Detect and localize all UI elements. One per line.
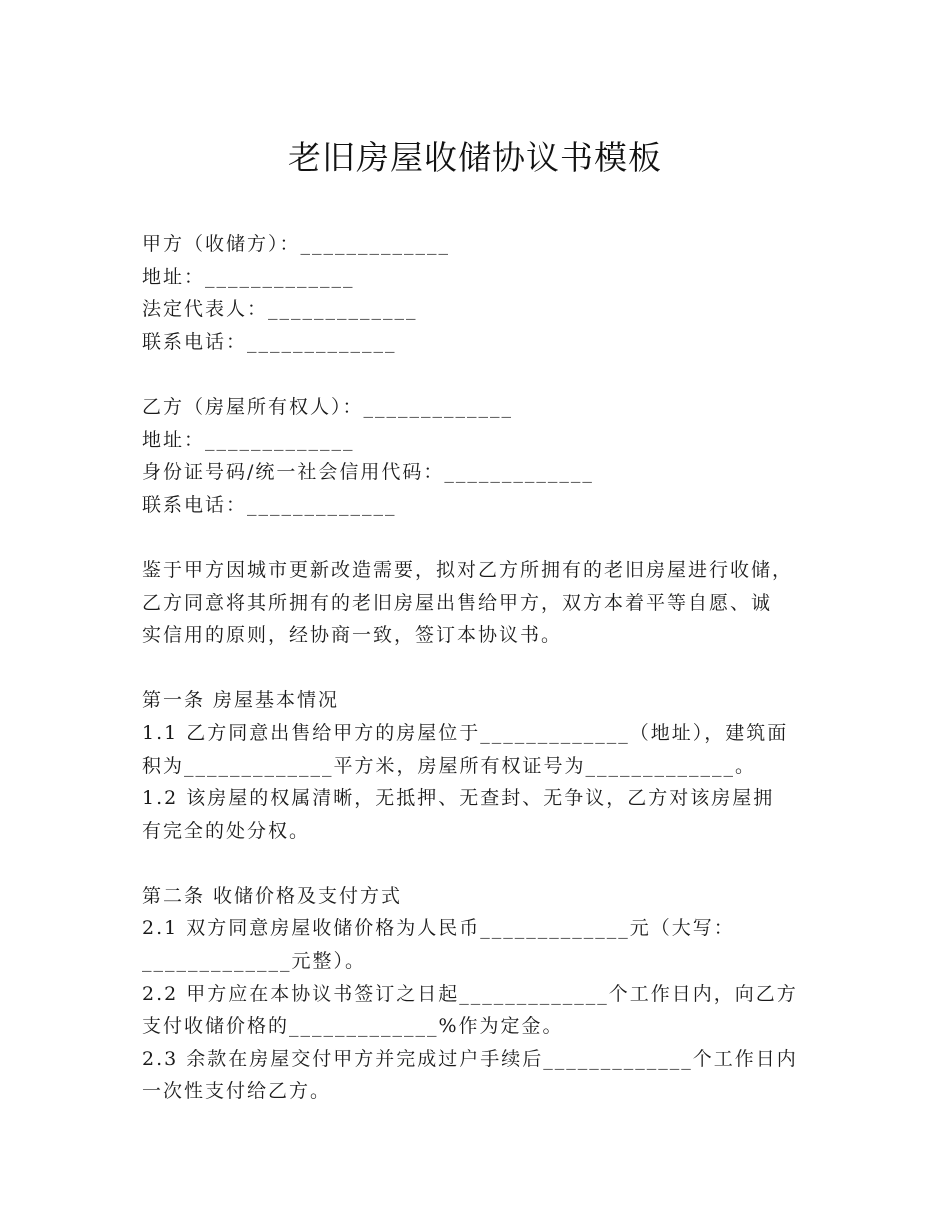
preamble-line: 鉴于甲方因城市更新改造需要，拟对乙方所拥有的老旧房屋进行收储，: [142, 558, 794, 581]
article-1-heading: 第一条 房屋基本情况: [142, 689, 340, 712]
article-2-line: _____________元整）。: [142, 950, 367, 973]
spacer: [142, 847, 842, 880]
article-2-line: 一次性支付给乙方。: [142, 1080, 332, 1103]
article-1-line: 1.2 该房屋的权属清晰，无抵押、无查封、无争议，乙方对该房屋拥: [142, 787, 775, 810]
article-2-line: 支付收储价格的_____________%作为定金。: [142, 1015, 564, 1038]
spacer: [142, 652, 842, 685]
party-a-phone: 联系电话：_____________: [142, 330, 397, 353]
document-title: 老旧房屋收储协议书模板: [288, 138, 662, 177]
preamble-line: 乙方同意将其所拥有的老旧房屋出售给甲方，双方本着平等自愿、诚: [142, 591, 773, 614]
party-a-name: 甲方（收储方）：_____________: [142, 233, 451, 255]
article-2-line: 2.1 双方同意房屋收储价格为人民币_____________元（大写：: [142, 917, 735, 940]
article-1-line: 1.1 乙方同意出售给甲方的房屋位于_____________（地址），建筑面: [142, 721, 789, 744]
article-1-line: 有完全的处分权。: [142, 819, 311, 842]
spacer: [142, 521, 842, 554]
party-a-legal-rep: 法定代表人：_____________: [142, 298, 418, 321]
party-a-address: 地址：_____________: [142, 265, 355, 288]
spacer: [142, 358, 842, 391]
article-2-line: 2.3 余款在房屋交付甲方并完成过户手续后_____________个工作日内: [142, 1047, 798, 1070]
party-b-phone: 联系电话：_____________: [142, 493, 397, 516]
party-b-address: 地址：_____________: [142, 428, 355, 451]
document-body: [142, 228, 842, 1108]
article-2-heading: 第二条 收储价格及支付方式: [142, 884, 403, 907]
party-b-name: 乙方（房屋所有权人）：_____________: [142, 395, 514, 418]
party-b-id-number: 身份证号码/统一社会信用代码：_____________: [142, 461, 594, 484]
article-1-line: 积为_____________平方米，房屋所有权证号为_____________。: [142, 754, 757, 777]
preamble-line: 实信用的原则，经协商一致，签订本协议书。: [142, 624, 563, 647]
article-2-line: 2.2 甲方应在本协议书签订之日起_____________个工作日内，向乙方: [142, 982, 798, 1005]
